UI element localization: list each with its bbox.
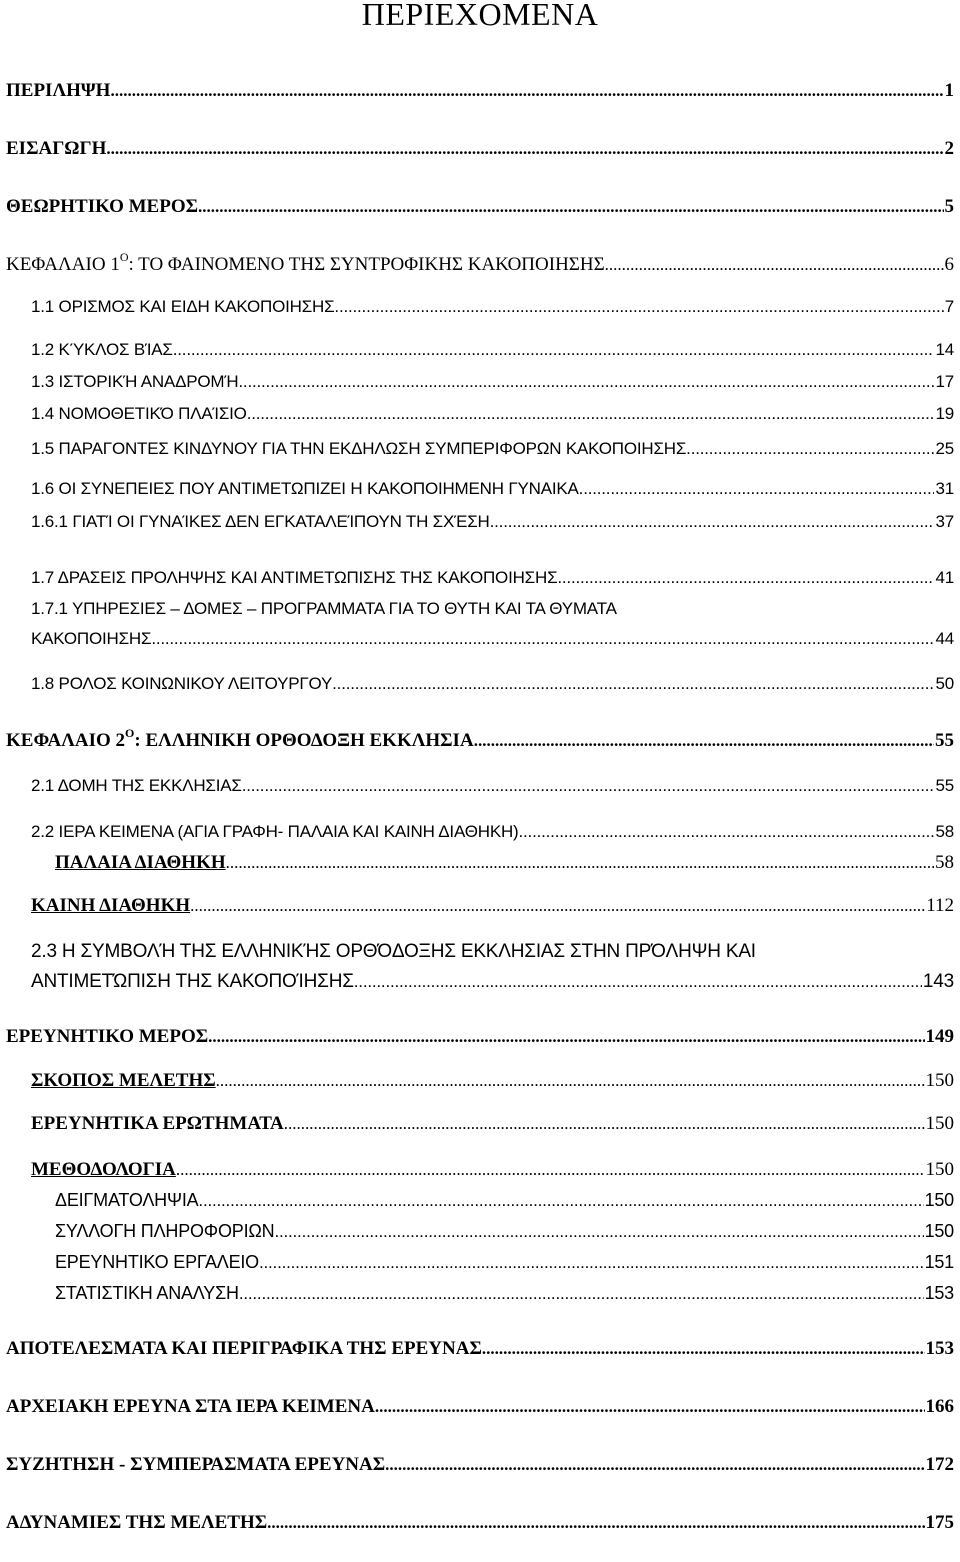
toc-entry[interactable] (6, 249, 954, 278)
leader-dots (198, 194, 943, 220)
toc-entry[interactable] (31, 1157, 954, 1183)
toc-entry-title: 1.8 ΡΟΛΟΣ ΚΟΙΝΩΝΙΚΟΥ ΛΕΙΤΟΥΡΓΟΥ (31, 674, 333, 693)
leader-dots (334, 294, 943, 320)
toc-entry[interactable] (6, 78, 954, 104)
toc-entry[interactable] (31, 476, 954, 502)
toc-entry-page: 19 (935, 404, 954, 423)
leader-dots (385, 1452, 924, 1478)
toc-entry-title: ΘΕΩΡΗΤΙΚΟ ΜΕΡΟΣ (6, 196, 199, 217)
toc-entry[interactable] (6, 1452, 954, 1478)
toc-entry-page: 41 (935, 568, 954, 587)
toc-entry-page: 58 (935, 822, 954, 841)
toc-entry-page: 25 (935, 439, 954, 458)
toc-entry-title: 1.6.1 ΓΙΑΤΊ ΟΙ ΓΥΝΑΊΚΕΣ ΔΕΝ ΕΓΚΑΤΑΛΕΊΠΟΥΝ ΤΗ ΣΧΈΣΗ (31, 512, 490, 531)
toc-entry-page: 149 (925, 1026, 954, 1047)
toc-entry-title: 2.1 ΔΟΜΗ ΤΗΣ ΕΚΚΛΗΣΙΑΣ (31, 776, 242, 795)
leader-dots (274, 1219, 923, 1245)
leader-dots (284, 1111, 925, 1137)
toc-entry-page: 150 (925, 1159, 954, 1180)
toc-entry-title: 1.2 ΚΎΚΛΟΣ ΒΊΑΣ (31, 340, 173, 359)
leader-dots (332, 671, 934, 697)
toc-entry-title: ΣΚΟΠΟΣ ΜΕΛΕΤΗΣ (31, 1070, 216, 1091)
leader-dots (519, 819, 935, 845)
leader-dots (198, 1188, 923, 1214)
leader-dots (557, 565, 934, 591)
toc-entry-title: ΠΕΡΙΛΗΨΗ (6, 80, 111, 101)
toc-entry[interactable] (31, 337, 954, 363)
toc-entry-page: 58 (935, 852, 954, 873)
toc-entry-title: ΚΑΙΝΗ ΔΙΑΘΗΚΗ (31, 895, 191, 916)
toc-entry-page: 153 (924, 1283, 954, 1303)
leader-dots (579, 476, 935, 502)
toc-entry-page: 31 (935, 479, 954, 498)
leader-dots (106, 136, 943, 162)
toc-entry-page: 175 (925, 1512, 954, 1533)
toc-entry-page: 112 (926, 895, 954, 916)
toc-entry-page: 6 (944, 254, 954, 275)
toc-entry-title: ΑΝΤΙΜΕΤΏΠΙΣΗ ΤΗΣ ΚΑΚΟΠΟΊΗΣΗΣ (31, 971, 354, 992)
leader-dots (242, 773, 935, 799)
toc-entry[interactable] (31, 401, 954, 427)
toc-entry-page: 1 (944, 80, 954, 101)
toc-entry[interactable] (55, 1280, 954, 1306)
leader-dots (247, 401, 935, 427)
toc-entry-title: ΕΡΕΥΝΗΤΙΚΟ ΜΕΡΟΣ (6, 1026, 209, 1047)
toc-entry-page: 150 (924, 1190, 954, 1210)
toc-entry-page: 44 (935, 629, 954, 648)
toc-entry[interactable] (55, 850, 954, 876)
toc-entry[interactable] (6, 1024, 954, 1050)
toc-entry-title: 2.2 ΙΕΡΑ ΚΕΙΜΕΝΑ (ΑΓΙΑ ΓΡΑΦΗ- ΠΑΛΑΙΑ ΚΑΙ ΚΑΙΝΗ ΔΙΑΘΗΚΗ) (31, 822, 519, 841)
leader-dots (110, 78, 943, 104)
toc-entry[interactable] (6, 1336, 954, 1362)
toc-entry-title: ΚΕΦΑΛΑΙΟ $1^O$: ΤΟ ΦΑΙΝΟΜΕΝΟ ΤΗΣ ΣΥΝΤΡΟΦΙΚΗΣ ΚΑΚΟΠΟΙΗΣΗΣ (6, 249, 605, 275)
toc-entry-title: 1.7 ΔΡΑΣΕΙΣ ΠΡΟΛΗΨΗΣ ΚΑΙ ΑΝΤΙΜΕΤΩΠΙΣΗΣ ΤΗΣ ΚΑΚΟΠΟΙΗΣΗΣ (31, 568, 558, 587)
toc-entry-title: ΚΕΦΑΛΑΙΟ $2^O$: ΕΛΛΗΝΙΚΗ ΟΡΘΟΔΟΞΗ ΕΚΚΛΗΣΙΑ (6, 725, 474, 751)
toc-entry[interactable] (31, 969, 954, 995)
toc-entry-page: 50 (935, 674, 954, 693)
toc-entry-page: 17 (935, 372, 954, 391)
toc-entry-title: ΠΑΛΑΙΑ ΔΙΑΘΗΚΗ (55, 852, 226, 873)
toc-entry-title: ΑΠΟΤΕΛΕΣΜΑΤΑ ΚΑΙ ΠΕΡΙΓΡΑΦΙΚΑ ΤΗΣ ΕΡΕΥΝΑΣ (6, 1338, 482, 1359)
toc-entry-title: ΑΔΥΝΑΜΙΕΣ ΤΗΣ ΜΕΛΕΤΗΣ (6, 1512, 268, 1533)
toc-entry[interactable] (6, 725, 954, 754)
toc-entry-title: 1.6 ΟΙ ΣΥΝΕΠΕΙΕΣ ΠΟΥ ΑΝΤΙΜΕΤΩΠΙΖΕΙ Η ΚΑΚΟΠΟΙΗΜΕΝΗ ΓΥΝΑΙΚΑ (31, 479, 579, 498)
toc-entry[interactable] (6, 1510, 954, 1536)
leader-dots (226, 850, 934, 876)
toc-entry-title: 1.5 ΠΑΡΑΓΟΝΤΕΣ ΚΙΝΔΥΝΟΥ ΓΙΑ ΤΗΝ ΕΚΔΗΛΩΣΗ ΣΥΜΠΕΡΙΦΟΡΩΝ ΚΑΚΟΠΟΙΗΣΗΣ (31, 439, 687, 458)
leader-dots (259, 1250, 924, 1276)
toc-entry[interactable] (31, 509, 954, 535)
toc-entry-title: ΕΡΕΥΝΗΤΙΚΑ ΕΡΩΤΗΜΑΤΑ (31, 1113, 284, 1134)
toc-entry[interactable] (31, 1111, 954, 1137)
leader-dots (605, 252, 944, 278)
toc-entry-title: 1.3 ΙΣΤΟΡΙΚΉ ΑΝΑΔΡΟΜΉ (31, 372, 239, 391)
toc-entry[interactable] (31, 819, 954, 845)
leader-dots (208, 1024, 924, 1050)
toc-entry-page: 55 (935, 730, 954, 751)
toc-entry[interactable] (55, 1218, 954, 1244)
page-title: ΠΕΡΙΕΧΟΜΕΝΑ (361, 0, 599, 32)
toc-entry-page: 151 (924, 1252, 954, 1272)
toc-entry-page: 2 (944, 138, 954, 159)
toc-entry-title: ΕΡΕΥΝΗΤΙΚΟ ΕΡΓΑΛΕΙΟ (55, 1252, 259, 1272)
toc-entry-page: 5 (944, 196, 954, 217)
toc-entry[interactable] (31, 1068, 954, 1094)
leader-dots (190, 893, 925, 919)
toc-entry-page: 150 (925, 1070, 954, 1091)
toc-entry[interactable] (55, 1249, 954, 1275)
toc-entry[interactable] (55, 1187, 954, 1213)
leader-dots (686, 436, 934, 462)
toc-entry[interactable] (31, 369, 954, 395)
toc-entry-page: 143 (922, 971, 954, 992)
leader-dots (239, 1281, 924, 1307)
toc-entry[interactable] (31, 773, 954, 799)
leader-dots (238, 369, 934, 395)
toc-entry-title: ΚΑΚΟΠΟΙΗΣΗΣ (31, 629, 152, 648)
toc-entry[interactable] (31, 626, 954, 652)
toc-entry-page: 153 (925, 1338, 954, 1359)
leader-dots (354, 969, 922, 995)
leader-dots (176, 1157, 925, 1183)
toc-entry[interactable] (6, 194, 954, 220)
leader-dots (173, 337, 935, 363)
toc-entry-page: 172 (925, 1454, 954, 1475)
toc-entry-page: 166 (925, 1396, 954, 1417)
leader-dots (474, 728, 934, 754)
toc-entry-page: 150 (925, 1113, 954, 1134)
toc-entry-title-line1[interactable]: 1.7.1 ΥΠΗΡΕΣΙΕΣ – ΔΟΜΕΣ – ΠΡΟΓΡΑΜΜΑΤΑ ΓΙΑ ΤΟ ΘΥΤΗ ΚΑΙ ΤΑ ΘΥΜΑΤΑ (31, 599, 617, 618)
toc-entry-title: 1.4 ΝΟΜΟΘΕΤΙΚΌ ΠΛΑΊΣΙΟ (31, 404, 247, 423)
toc-entry-page: 7 (944, 297, 954, 316)
toc-entry-title: 1.1 ΟΡΙΣΜΟΣ ΚΑΙ ΕΙΔΗ ΚΑΚΟΠΟΙΗΣΗΣ (31, 297, 335, 316)
toc-entry-title: ΣΤΑΤΙΣΤΙΚΗ ΑΝΑΛΥΣΗ (55, 1283, 239, 1303)
toc-entry-title: ΜΕΘΟΔΟΛΟΓΙΑ (31, 1159, 176, 1180)
leader-dots (375, 1394, 925, 1420)
leader-dots (216, 1068, 925, 1094)
toc-entry-page: 150 (924, 1221, 954, 1241)
toc-entry[interactable] (31, 893, 954, 919)
toc-entry-title-line1[interactable]: 2.3 Η ΣΥΜΒΟΛΉ ΤΗΣ ΕΛΛΗΝΙΚΉΣ ΟΡΘΌΔΟΞΗΣ ΕΚΚΛΗΣΙΑΣ ΣΤΗΝ ΠΡΌΛΗΨΗ ΚΑΙ (31, 941, 756, 962)
leader-dots (267, 1510, 924, 1536)
toc-entry-title: ΣΥΖΗΤΗΣΗ - ΣΥΜΠΕΡΑΣΜΑΤΑ ΕΡΕΥΝΑΣ (6, 1454, 386, 1475)
toc-entry-page: 37 (935, 512, 954, 531)
leader-dots (151, 626, 934, 652)
toc-entry-title: ΔΕΙΓΜΑΤΟΛΗΨΙΑ (55, 1190, 199, 1210)
toc-entry-page: 55 (935, 776, 954, 795)
toc-entry-title: ΑΡΧΕΙΑΚΗ ΕΡΕΥΝΑ ΣΤΑ ΙΕΡΑ ΚΕΙΜΕΝΑ (6, 1396, 375, 1417)
toc-entry[interactable] (31, 436, 954, 462)
toc-entry[interactable] (6, 1394, 954, 1420)
toc-entry[interactable] (6, 136, 954, 162)
toc-entry[interactable] (31, 565, 954, 591)
toc-entry[interactable] (31, 294, 954, 320)
toc-entry-title: ΣΥΛΛΟΓΗ ΠΛΗΡΟΦΟΡΙΩΝ (55, 1221, 275, 1241)
toc-entry[interactable] (31, 671, 954, 697)
leader-dots (482, 1336, 925, 1362)
toc-entry-title: ΕΙΣΑΓΩΓΗ (6, 138, 107, 159)
toc-entry-page: 14 (935, 340, 954, 359)
leader-dots (490, 509, 935, 535)
